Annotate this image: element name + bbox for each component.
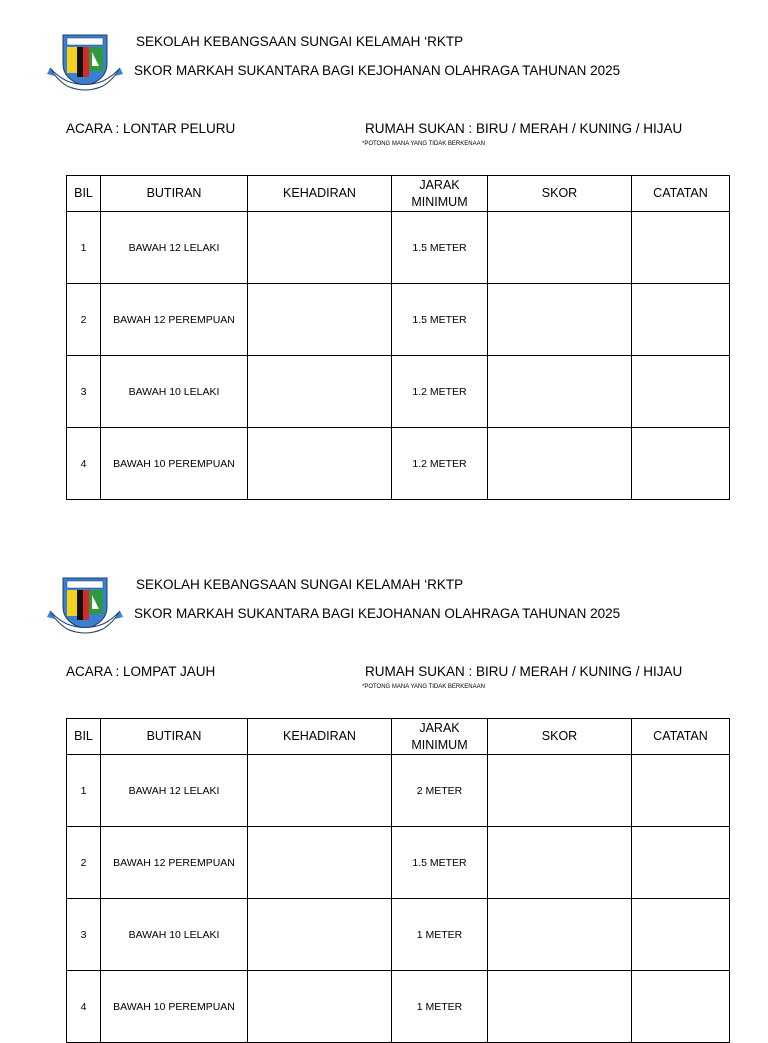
table-row (67, 356, 730, 428)
table-row (67, 284, 730, 356)
cell-skor[interactable] (488, 827, 632, 899)
cell-kehadiran[interactable] (248, 212, 392, 284)
cell-bil: 3 (67, 899, 101, 971)
cell-bil: 3 (67, 356, 101, 428)
column-header-bil: BIL (67, 719, 101, 755)
school-crest-logo (47, 573, 123, 637)
table-row (67, 899, 730, 971)
table-row (67, 212, 730, 284)
sports-house-label: RUMAH SUKAN : BIRU / MERAH / KUNING / HIJAU (365, 121, 683, 136)
cell-skor[interactable] (488, 971, 632, 1043)
column-header-bil: BIL (67, 176, 101, 212)
cell-kehadiran[interactable] (248, 971, 392, 1043)
cell-bil: 1 (67, 755, 101, 827)
column-header-catatan: CATATAN (632, 719, 730, 755)
cell-catatan[interactable] (632, 212, 730, 284)
school-name: SEKOLAH KEBANGSAAN SUNGAI KELAMAH ‘RKTP (136, 577, 464, 592)
cell-skor[interactable] (488, 755, 632, 827)
cell-jarak: 1 METER (392, 971, 488, 1043)
cell-jarak: 1.5 METER (392, 827, 488, 899)
cell-bil: 4 (67, 428, 101, 500)
column-header-jarak-minimum: JARAK MINIMUM (392, 719, 488, 755)
table-row (67, 755, 730, 827)
cell-kehadiran[interactable] (248, 899, 392, 971)
strike-out-note: *POTONG MANA YANG TIDAK BERKENAAN (362, 684, 485, 690)
sheet-title: SKOR MARKAH SUKANTARA BAGI KEJOHANAN OLAHRAGA TAHUNAN 2025 (134, 606, 621, 621)
cell-kehadiran[interactable] (248, 827, 392, 899)
cell-jarak: 2 METER (392, 755, 488, 827)
cell-kehadiran[interactable] (248, 428, 392, 500)
school-crest-logo (47, 30, 123, 94)
cell-kehadiran[interactable] (248, 755, 392, 827)
cell-bil: 2 (67, 827, 101, 899)
column-header-kehadiran: KEHADIRAN (248, 719, 392, 755)
cell-kehadiran[interactable] (248, 284, 392, 356)
cell-butiran: BAWAH 10 PEREMPUAN (101, 971, 248, 1043)
column-header-jarak-minimum: JARAK MINIMUM (392, 176, 488, 212)
school-name: SEKOLAH KEBANGSAAN SUNGAI KELAMAH ‘RKTP (136, 34, 464, 49)
cell-skor[interactable] (488, 428, 632, 500)
cell-jarak: 1.2 METER (392, 356, 488, 428)
cell-skor[interactable] (488, 899, 632, 971)
cell-jarak: 1.5 METER (392, 212, 488, 284)
cell-jarak: 1 METER (392, 899, 488, 971)
cell-bil: 1 (67, 212, 101, 284)
cell-butiran: BAWAH 10 PEREMPUAN (101, 428, 248, 500)
cell-catatan[interactable] (632, 284, 730, 356)
cell-catatan[interactable] (632, 827, 730, 899)
cell-bil: 4 (67, 971, 101, 1043)
event-label: ACARA : LONTAR PELURU (66, 121, 236, 136)
cell-butiran: BAWAH 10 LELAKI (101, 899, 248, 971)
column-header-skor: SKOR (488, 176, 632, 212)
cell-bil: 2 (67, 284, 101, 356)
column-header-butiran: BUTIRAN (101, 176, 248, 212)
table-row (67, 428, 730, 500)
cell-skor[interactable] (488, 356, 632, 428)
cell-kehadiran[interactable] (248, 356, 392, 428)
column-header-catatan: CATATAN (632, 176, 730, 212)
cell-butiran: BAWAH 12 LELAKI (101, 212, 248, 284)
sports-house-label: RUMAH SUKAN : BIRU / MERAH / KUNING / HIJAU (365, 664, 683, 679)
cell-butiran: BAWAH 12 PEREMPUAN (101, 284, 248, 356)
column-header-butiran: BUTIRAN (101, 719, 248, 755)
cell-butiran: BAWAH 12 LELAKI (101, 755, 248, 827)
cell-catatan[interactable] (632, 971, 730, 1043)
cell-jarak: 1.2 METER (392, 428, 488, 500)
event-label: ACARA : LOMPAT JAUH (66, 664, 216, 679)
strike-out-note: *POTONG MANA YANG TIDAK BERKENAAN (362, 141, 485, 147)
cell-catatan[interactable] (632, 755, 730, 827)
column-header-skor: SKOR (488, 719, 632, 755)
table-row (67, 827, 730, 899)
score-table (66, 175, 730, 500)
sheet-title: SKOR MARKAH SUKANTARA BAGI KEJOHANAN OLAHRAGA TAHUNAN 2025 (134, 63, 621, 78)
column-header-kehadiran: KEHADIRAN (248, 176, 392, 212)
cell-catatan[interactable] (632, 899, 730, 971)
cell-skor[interactable] (488, 212, 632, 284)
cell-skor[interactable] (488, 284, 632, 356)
cell-catatan[interactable] (632, 356, 730, 428)
cell-catatan[interactable] (632, 428, 730, 500)
score-table (66, 718, 730, 1043)
table-header-row (67, 719, 730, 755)
cell-butiran: BAWAH 12 PEREMPUAN (101, 827, 248, 899)
cell-butiran: BAWAH 10 LELAKI (101, 356, 248, 428)
cell-jarak: 1.5 METER (392, 284, 488, 356)
table-row (67, 971, 730, 1043)
table-header-row (67, 176, 730, 212)
